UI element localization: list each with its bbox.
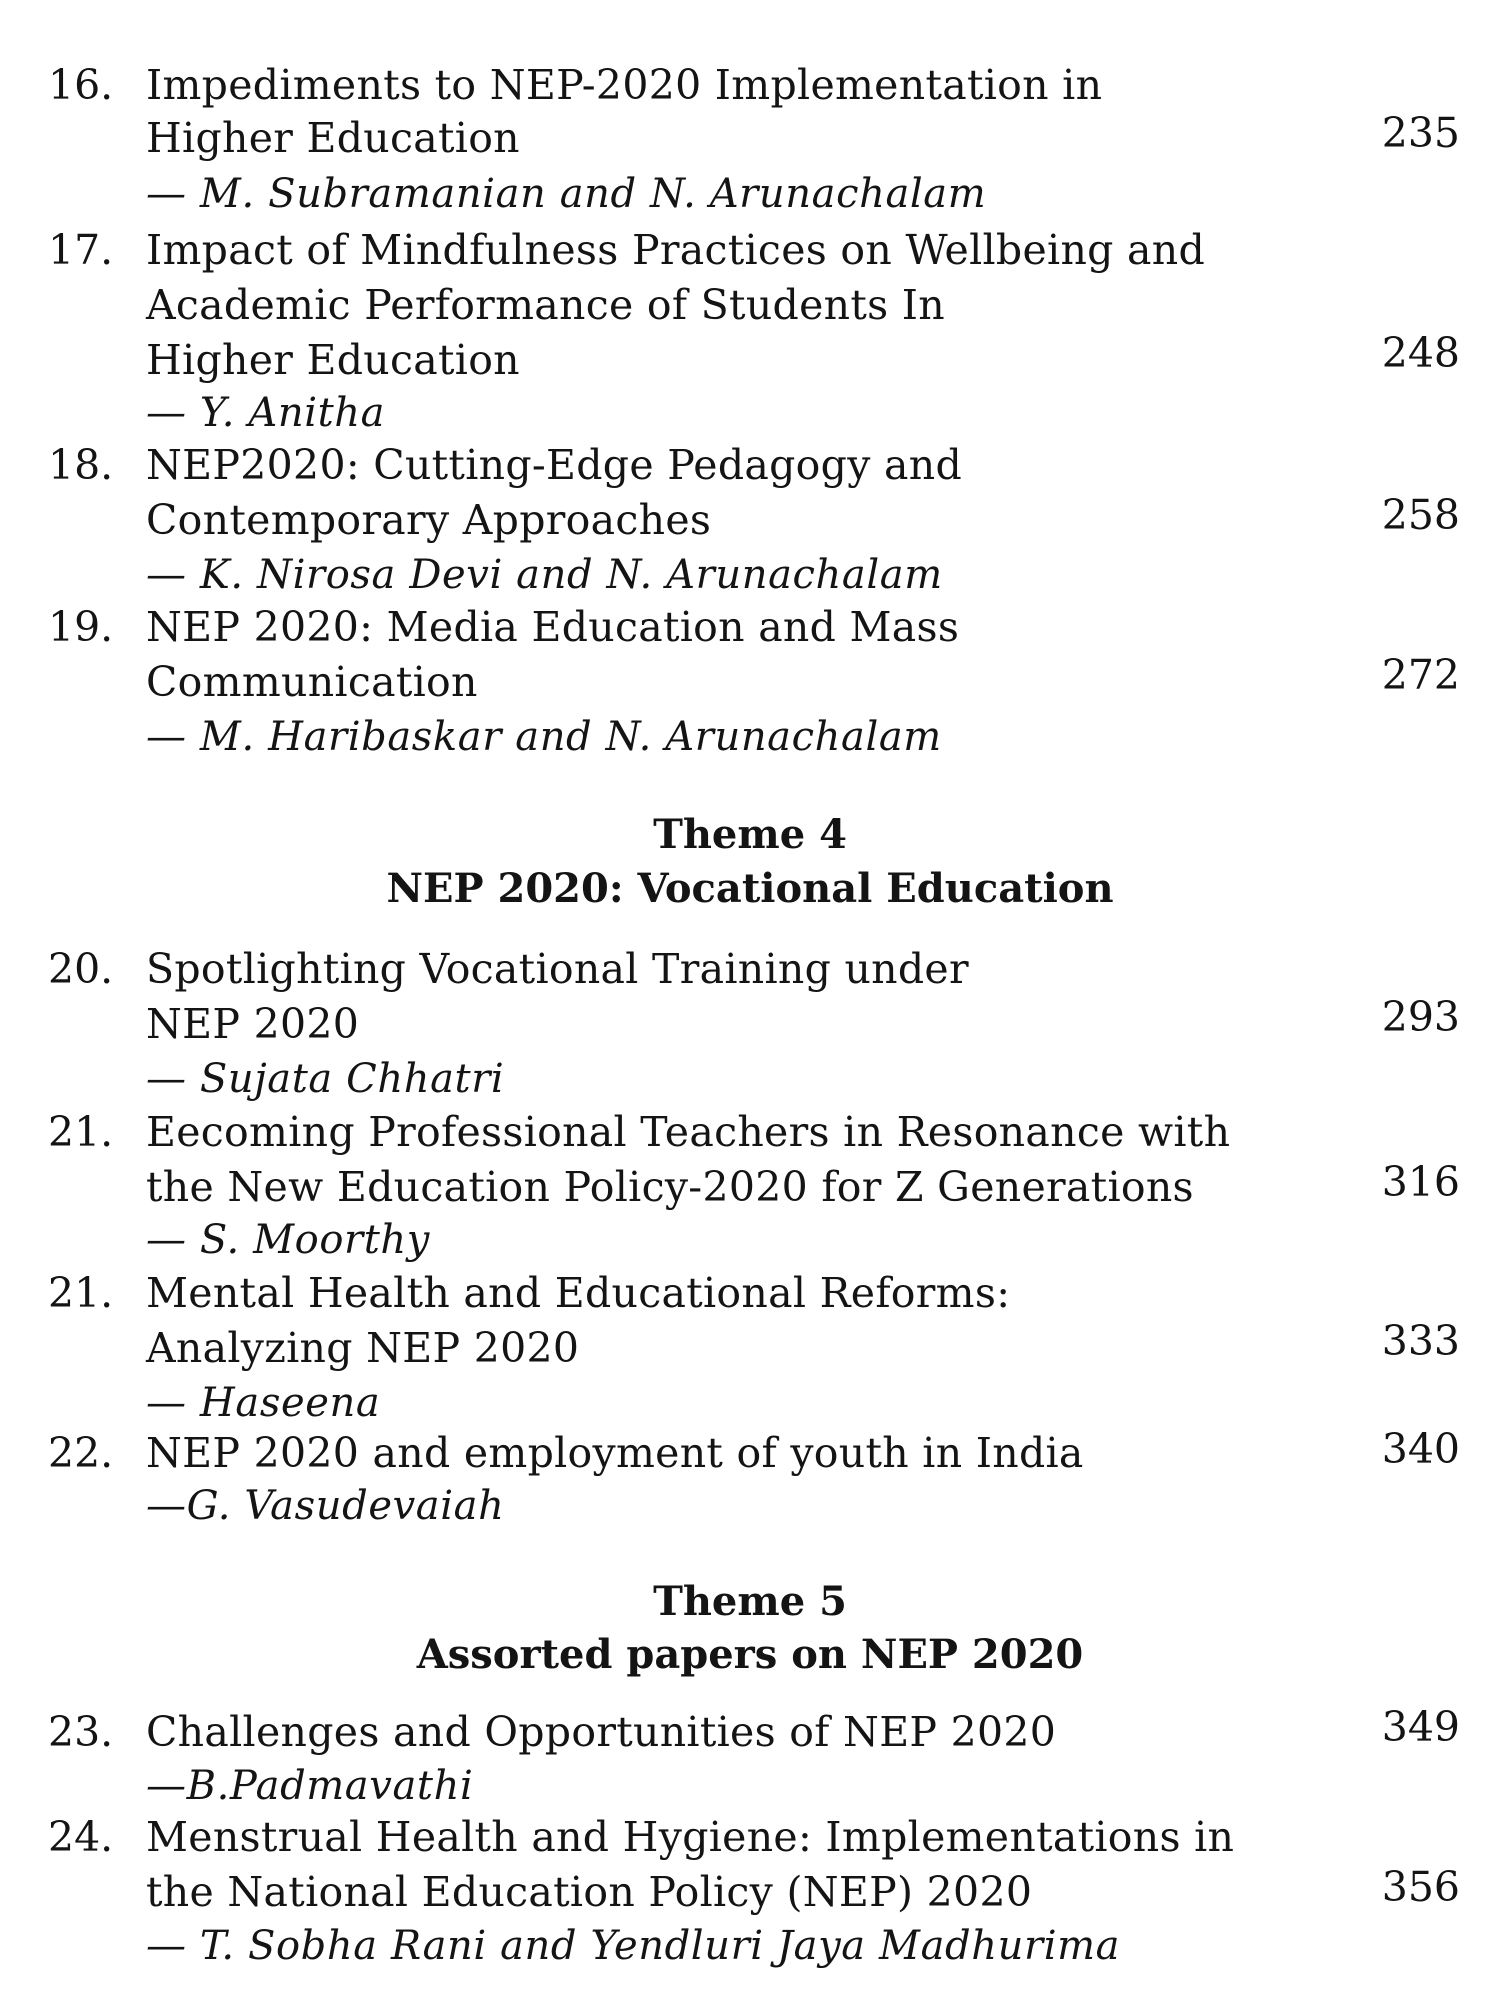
entry-title-line: NEP2020: Cutting-Edge Pedagogy and	[146, 441, 963, 489]
entry-author: —G. Vasudevaiah	[146, 1483, 505, 1529]
entry-page-number: 293	[1381, 993, 1460, 1041]
entry-title-line: Higher Education	[146, 114, 520, 162]
entry-title-line: the National Education Policy (NEP) 2020	[146, 1868, 1033, 1916]
entry-page-number: 340	[1381, 1425, 1460, 1473]
entry-author: — S. Moorthy	[146, 1217, 430, 1263]
entry-number: 17.	[48, 226, 114, 274]
theme-title: NEP 2020: Vocational Education	[386, 865, 1114, 912]
entry-title-line: Contemporary Approaches	[146, 496, 712, 544]
entry-title-line: Eecoming Professional Teachers in Resonance with	[146, 1108, 1231, 1156]
entry-title-line: Impact of Mindfulness Practices on Wellbeing and	[146, 226, 1206, 274]
entry-number: 22.	[48, 1429, 114, 1477]
entry-title-line: Communication	[146, 658, 478, 706]
entry-title-line: Impediments to NEP-2020 Implementation in	[146, 61, 1103, 109]
entry-title-line: Challenges and Opportunities of NEP 2020	[146, 1708, 1057, 1756]
entry-number: 18.	[48, 441, 114, 489]
entry-title-line: NEP 2020 and employment of youth in India	[146, 1429, 1084, 1477]
entry-author: — M. Haribaskar and N. Arunachalam	[146, 714, 942, 760]
entry-title-line: the New Education Policy-2020 for Z Generations	[146, 1163, 1194, 1211]
entry-author: — Y. Anitha	[146, 390, 386, 436]
entry-title-line: Spotlighting Vocational Training under	[146, 945, 969, 993]
entry-title-line: Analyzing NEP 2020	[146, 1324, 580, 1372]
entry-page-number: 316	[1381, 1158, 1460, 1206]
entry-page-number: 356	[1381, 1863, 1460, 1911]
entry-page-number: 258	[1381, 491, 1460, 539]
entry-author: — T. Sobha Rani and Yendluri Jaya Madhurima	[146, 1923, 1121, 1969]
entry-author: — Haseena	[146, 1380, 381, 1426]
entry-number: 23.	[48, 1708, 114, 1756]
entry-page-number: 248	[1381, 329, 1460, 377]
entry-page-number: 272	[1381, 651, 1460, 699]
entry-title-line: Mental Health and Educational Reforms:	[146, 1269, 1011, 1317]
entry-page-number: 333	[1381, 1317, 1460, 1365]
entry-title-line: NEP 2020: Media Education and Mass	[146, 603, 960, 651]
entry-number: 21.	[48, 1269, 114, 1317]
entry-number: 19.	[48, 603, 114, 651]
theme-title: Assorted papers on NEP 2020	[416, 1631, 1084, 1678]
entry-page-number: 235	[1381, 109, 1460, 157]
entry-number: 24.	[48, 1813, 114, 1861]
entry-number: 16.	[48, 61, 114, 109]
entry-author: —B.Padmavathi	[146, 1763, 474, 1809]
theme-label: Theme 5	[653, 1578, 847, 1625]
entry-title-line: NEP 2020	[146, 1000, 360, 1048]
entry-title-line: Higher Education	[146, 336, 520, 384]
entry-page-number: 349	[1381, 1703, 1460, 1751]
theme-label: Theme 4	[653, 811, 847, 858]
entry-title-line: Academic Performance of Students In	[146, 281, 945, 329]
entry-author: — Sujata Chhatri	[146, 1056, 505, 1102]
entry-number: 20.	[48, 945, 114, 993]
entry-author: — K. Nirosa Devi and N. Arunachalam	[146, 552, 943, 598]
entry-title-line: Menstrual Health and Hygiene: Implementations in	[146, 1813, 1235, 1861]
entry-number: 21.	[48, 1108, 114, 1156]
entry-author: — M. Subramanian and N. Arunachalam	[146, 171, 987, 217]
